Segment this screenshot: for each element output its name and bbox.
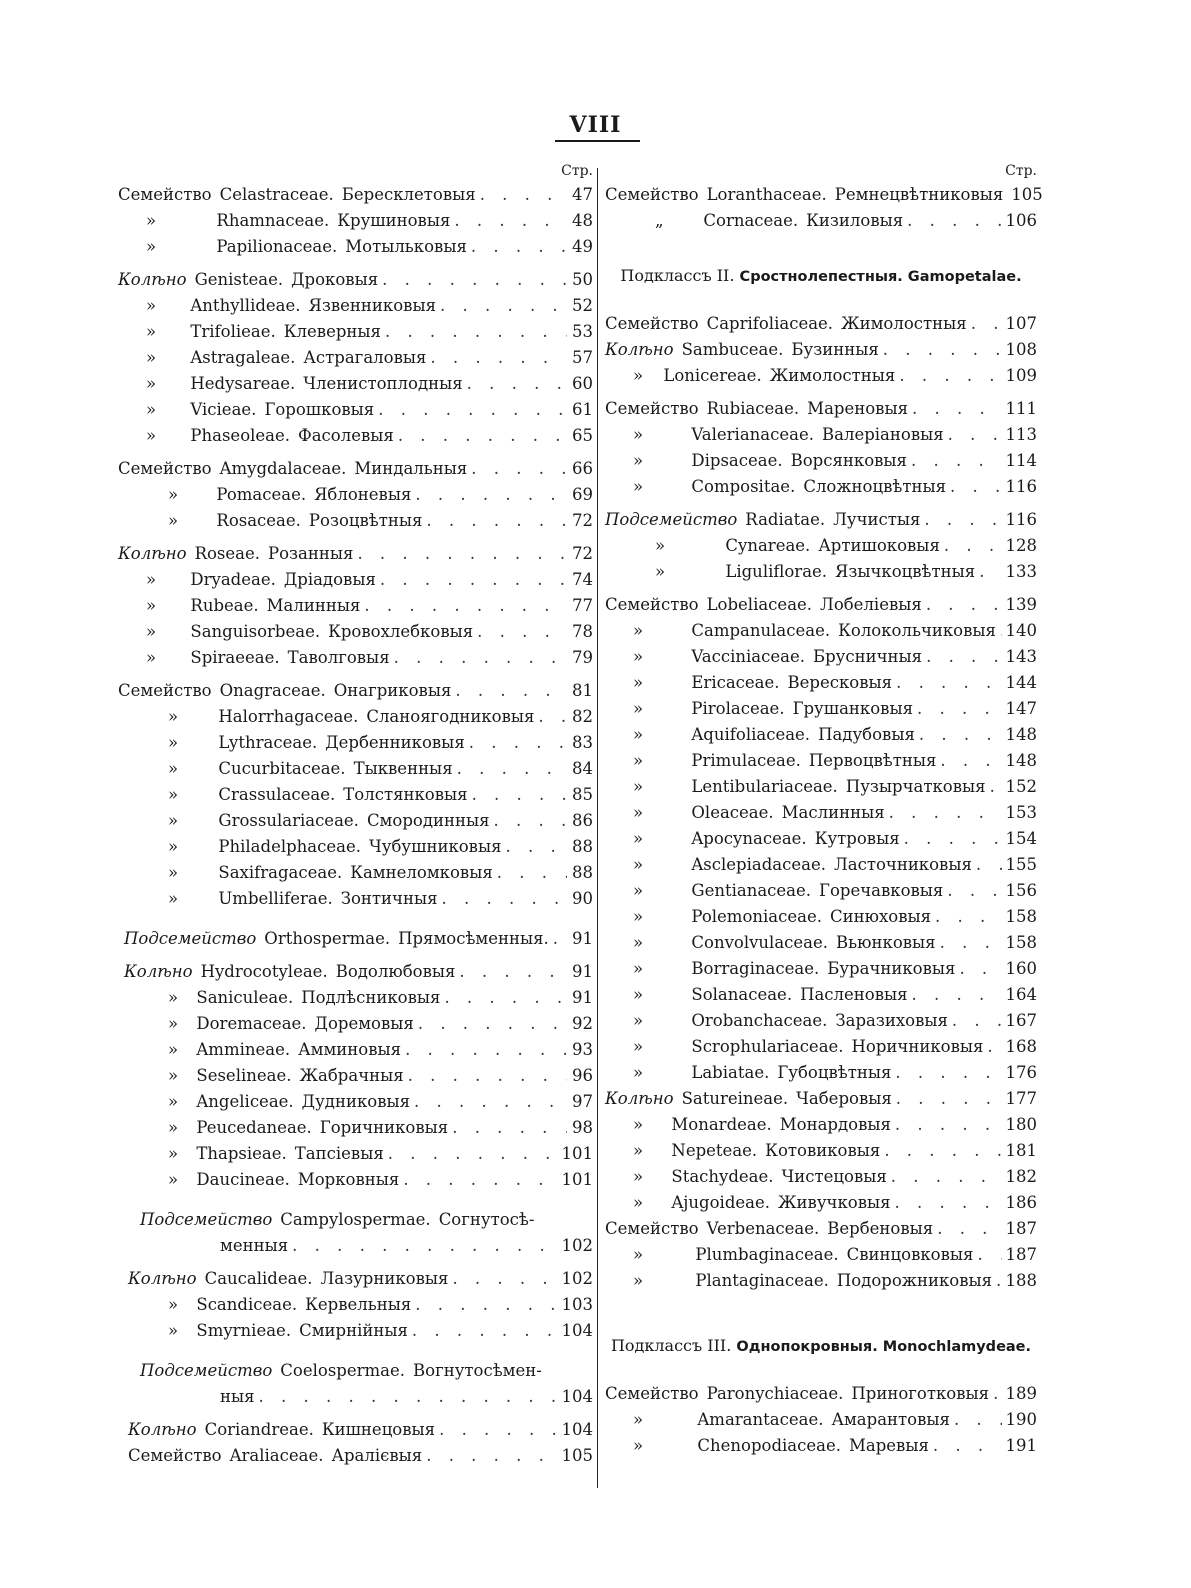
toc-row: » Doremaceae. Доремовыя . . . 92 [118, 1011, 593, 1037]
toc-row: » Borraginaceae. Бурачниковыя . . . 160 [605, 956, 1037, 982]
leader-dots [891, 1164, 1002, 1190]
toc-row: » Angeliceae. Дудниковыя . . . 97 [118, 1089, 593, 1115]
toc-row: » Lentibulariaceae. Пузырчатковыя . . . 152 [605, 774, 1037, 800]
toc-row: » Papilionaceae. Мотыльковыя . . . 49 [118, 234, 593, 260]
leader-dots [895, 1060, 1001, 1086]
leader-dots [412, 1318, 558, 1344]
toc-row: » Polemoniaceae. Синюховыя . . . 158 [605, 904, 1037, 930]
leader-dots [415, 482, 567, 508]
toc-row: » Campanulaceae. Колокольчиковыя . . . 140 [605, 618, 1037, 644]
subclass-heading: Подклассъ II. Сростнолепестныя. Gamopetalae. [620, 266, 1022, 285]
leader-dots [959, 956, 1001, 982]
leader-dots [987, 1034, 1001, 1060]
leader-dots [385, 319, 567, 345]
leader-dots [933, 1433, 1002, 1459]
toc-row-wrapped-start: Подсемейство Campylospermae. Согнутосѣ- [140, 1210, 535, 1229]
leader-dots [364, 593, 567, 619]
toc-row: » Sanguisorbeae. Кровохлебковыя . . . 78 [118, 619, 593, 645]
subclass-heading: Подклассъ III. Однопокровныя. Monochlamydeae. [610, 1336, 1032, 1355]
toc-row: » Smyrnieae. Смирнійныя . . . 104 [118, 1318, 593, 1344]
toc-row-wrapped-end: ныя . . . 104 [118, 1384, 593, 1410]
toc-row: » Gentianaceae. Горечавковыя . . . 156 [605, 878, 1037, 904]
leader-dots [388, 1141, 558, 1167]
toc-row: » Scandiceae. Кервельныя . . . 103 [118, 1292, 593, 1318]
toc-row: » Rosaceae. Розоцвѣтныя . . . 72 [118, 508, 593, 534]
toc-row: » Pomaceae. Яблоневыя . . . 69 [118, 482, 593, 508]
toc-row: » Aquifoliaceae. Падубовыя . . . 148 [605, 722, 1037, 748]
leader-dots [899, 363, 1001, 389]
leader-dots [926, 644, 1001, 670]
toc-row: Семейство Verbenaceae. Вербеновыя . . . 187 [605, 1216, 1037, 1242]
str-label-right: Стр. [1005, 163, 1037, 179]
leader-dots [940, 748, 1001, 774]
toc-row: Семейство Rubiaceae. Мареновыя . . . 111 [605, 396, 1037, 422]
leader-dots [990, 774, 1002, 800]
toc-row: » Daucineae. Морковныя . . . 101 [118, 1167, 593, 1193]
toc-row: » Vacciniaceae. Брусничныя . . . 143 [605, 644, 1037, 670]
toc-row: Подсемейство Radiatae. Лучистыя . . . 116 [605, 507, 1037, 533]
leader-dots [380, 567, 567, 593]
toc-row: » Grossulariaceae. Смородинныя . . . 86 [118, 808, 593, 834]
leader-dots [430, 345, 567, 371]
leader-dots [259, 1384, 558, 1410]
leader-dots [976, 852, 1002, 878]
toc-row: „ Cornaceae. Кизиловыя . . . 106 [605, 208, 1037, 234]
toc-row: » Peucedaneae. Горичниковыя . . . 98 [118, 1115, 593, 1141]
leader-dots [292, 1233, 557, 1259]
leader-dots [926, 592, 1002, 618]
toc-row: » Chenopodiaceae. Маревыя . . . 191 [605, 1433, 1037, 1459]
toc-row: » Orobanchaceae. Заразиховыя . . . 167 [605, 1008, 1037, 1034]
toc-row: » Dipsaceae. Ворсянковыя . . . 114 [605, 448, 1037, 474]
toc-row: » Amarantaceae. Амарантовыя . . . 190 [605, 1407, 1037, 1433]
leader-dots [954, 1407, 1002, 1433]
toc-row: » Solanaceae. Пасленовыя . . . 164 [605, 982, 1037, 1008]
leader-dots [1000, 618, 1002, 644]
right-column [605, 160, 1043, 1459]
leader-dots [457, 756, 567, 782]
leader-dots [950, 474, 1002, 500]
toc-row: » Apocynaceae. Кутровыя . . . 154 [605, 826, 1037, 852]
toc-row: Семейство Caprifoliaceae. Жимолостныя . . . 107 [605, 311, 1037, 337]
toc-row: » Ericaceae. Вересковыя . . . 144 [605, 670, 1037, 696]
leader-dots [993, 1381, 1001, 1407]
str-label-left: Стр. [561, 163, 593, 179]
toc-row: » Saniculeae. Подлѣсниковыя . . . 91 [118, 985, 593, 1011]
leader-dots [394, 645, 567, 671]
leader-dots [408, 1063, 567, 1089]
toc-row: » Convolvulaceae. Вьюнковыя . . . 158 [605, 930, 1037, 956]
leader-dots [940, 930, 1002, 956]
leader-dots [935, 904, 1001, 930]
leader-dots [506, 834, 567, 860]
leader-dots [382, 267, 567, 293]
leader-dots [494, 808, 567, 834]
toc-row: » Cucurbitaceae. Тыквенныя . . . 84 [118, 756, 593, 782]
leader-dots [895, 1190, 1002, 1216]
leader-dots [467, 371, 567, 397]
leader-dots [405, 1037, 567, 1063]
leader-dots [459, 959, 567, 985]
toc-row: » Crassulaceae. Толстянковыя . . . 85 [118, 782, 593, 808]
toc-row: » Liguliflorae. Язычкоцвѣтныя . . . 133 [605, 559, 1037, 585]
toc-row: » Scrophulariaceae. Норичниковыя . . . 168 [605, 1034, 1037, 1060]
leader-dots [944, 533, 1002, 559]
leader-dots [442, 886, 567, 912]
leader-dots [452, 1115, 567, 1141]
toc-row: » Umbelliferae. Зонтичныя . . . 90 [118, 886, 593, 912]
leader-dots [883, 337, 1002, 363]
toc-row: » Halorrhagaceae. Сланоягодниковыя . . . 82 [118, 704, 593, 730]
leader-dots [947, 878, 1001, 904]
toc-row: » Lythraceae. Дербенниковыя . . . 83 [118, 730, 593, 756]
page-number: VIII [569, 112, 622, 138]
leader-dots [538, 704, 567, 730]
leader-dots [937, 1216, 1001, 1242]
leader-dots [979, 559, 1001, 585]
toc-row: Семейство Amygdalaceae. Миндальныя . . . 66 [118, 456, 593, 482]
leader-dots [444, 985, 567, 1011]
toc-row: » Oleaceae. Маслинныя . . . 153 [605, 800, 1037, 826]
leader-dots [912, 396, 1002, 422]
toc-row: » Anthyllideae. Язвенниковыя . . . 52 [118, 293, 593, 319]
toc-row: » Compositae. Сложноцвѣтныя . . . 116 [605, 474, 1037, 500]
leader-dots [895, 1112, 1002, 1138]
leader-dots [452, 1266, 557, 1292]
leader-dots [477, 619, 567, 645]
leader-dots [884, 1138, 1001, 1164]
leader-dots [977, 1242, 1001, 1268]
toc-row: » Stachydeae. Чистецовыя . . . 182 [605, 1164, 1037, 1190]
leader-dots [415, 1292, 557, 1318]
toc-row: » Lonicereae. Жимолостныя . . . 109 [605, 363, 1037, 389]
left-column [118, 160, 593, 1469]
toc-row: Семейство Lobeliaceae. Лобеліевыя . . . 139 [605, 592, 1037, 618]
leader-dots [454, 208, 567, 234]
leader-dots [414, 1089, 567, 1115]
toc-row: Подсемейство Orthospermae. Прямосѣменныя. . . . 91 [118, 926, 593, 952]
leader-dots [455, 678, 567, 704]
leader-dots [471, 234, 567, 260]
leader-dots [426, 1443, 557, 1469]
leader-dots [378, 397, 567, 423]
toc-row: Семейство Araliaceae. Аралієвыя . . . 105 [118, 1443, 593, 1469]
toc-row: » Asclepiadaceae. Ласточниковыя . . . 155 [605, 852, 1037, 878]
leader-dots [907, 208, 1001, 234]
leader-dots [919, 722, 1002, 748]
toc-row-wrapped-end: менныя . . . 102 [118, 1233, 593, 1259]
toc-row: » Ajugoideae. Живучковыя . . . 186 [605, 1190, 1037, 1216]
toc-row: » Saxifragaceae. Камнеломковыя . . . 88 [118, 860, 593, 886]
toc-row: » Ammineae. Амминовыя . . . 93 [118, 1037, 593, 1063]
toc-row: » Valerianaceae. Валеріановыя . . . 113 [605, 422, 1037, 448]
leader-dots [924, 507, 1001, 533]
toc-row: » Labiatae. Губоцвѣтныя . . . 176 [605, 1060, 1037, 1086]
toc-row: » Pirolaceae. Грушанковыя . . . 147 [605, 696, 1037, 722]
toc-row: Колѣно Satureineae. Чаберовыя . . . 177 [605, 1086, 1037, 1112]
leader-dots [426, 508, 567, 534]
toc-row: » Cynareae. Артишоковыя . . . 128 [605, 533, 1037, 559]
toc-row: » Philadelphaceae. Чубушниковыя . . . 88 [118, 834, 593, 860]
leader-dots [553, 926, 567, 952]
leader-dots [896, 1086, 1002, 1112]
leader-dots [480, 182, 567, 208]
toc-row: » Nepeteae. Котовиковыя . . . 181 [605, 1138, 1037, 1164]
leader-dots [889, 800, 1002, 826]
leader-dots [896, 670, 1001, 696]
toc-row: Семейство Celastraceae. Бересклетовыя . . . 47 [118, 182, 593, 208]
leader-dots [418, 1011, 567, 1037]
leader-dots [403, 1167, 557, 1193]
toc-row-wrapped-start: Подсемейство Coelospermae. Вогнутосѣмен- [140, 1361, 542, 1380]
toc-row: » Spiraeeae. Таволговыя . . . 79 [118, 645, 593, 671]
toc-row: » Thapsieae. Тапсіевыя . . . 101 [118, 1141, 593, 1167]
leader-dots [996, 1268, 1001, 1294]
toc-row: » Phaseoleae. Фасолевыя . . . 65 [118, 423, 593, 449]
toc-row: » Seselineae. Жабрачныя . . . 96 [118, 1063, 593, 1089]
leader-dots [398, 423, 567, 449]
toc-row: Колѣно Caucalideae. Лазурниковыя . . . 102 [118, 1266, 593, 1292]
toc-row: Колѣно Sambuceae. Бузинныя . . . 108 [605, 337, 1037, 363]
leader-dots [440, 293, 567, 319]
toc-row: » Plantaginaceae. Подорожниковыя . . . 188 [605, 1268, 1037, 1294]
toc-row: » Trifolieae. Клеверныя . . . 53 [118, 319, 593, 345]
toc-row: » Monardeae. Монардовыя . . . 180 [605, 1112, 1037, 1138]
toc-row: » Rubeae. Малинныя . . . 77 [118, 593, 593, 619]
toc-row: » Rhamnaceae. Крушиновыя . . . 48 [118, 208, 593, 234]
toc-row: » Primulaceae. Первоцвѣтныя . . . 148 [605, 748, 1037, 774]
leader-dots [917, 696, 1001, 722]
toc-row: » Vicieae. Горошковыя . . . 61 [118, 397, 593, 423]
toc-row: » Astragaleae. Астрагаловыя . . . 57 [118, 345, 593, 371]
toc-row: Колѣно Hydrocotyleae. Водолюбовыя . . . 91 [118, 959, 593, 985]
leader-dots [904, 826, 1002, 852]
toc-row: Семейство Onagraceae. Онагриковыя . . . 81 [118, 678, 593, 704]
toc-row: » Dryadeae. Дріадовыя . . . 74 [118, 567, 593, 593]
toc-row: Семейство Loranthaceae. Ремнецвѣтниковыя 105 [605, 185, 1043, 204]
leader-dots [948, 422, 1002, 448]
toc-row: » Hedysareae. Членистоплодныя . . . 60 [118, 371, 593, 397]
leader-dots [952, 1008, 1002, 1034]
leader-dots [497, 860, 567, 886]
leader-dots [357, 541, 567, 567]
column-divider [597, 168, 598, 1488]
leader-dots [439, 1417, 557, 1443]
leader-dots [471, 456, 567, 482]
toc-row: Колѣно Roseae. Розанныя . . . 72 [118, 541, 593, 567]
leader-dots [472, 782, 567, 808]
toc-row: Семейство Paronychiaceae. Приноготковыя . . . 189 [605, 1381, 1037, 1407]
toc-row: Колѣно Genisteae. Дроковыя . . . 50 [118, 267, 593, 293]
leader-dots [971, 311, 1002, 337]
leader-dots [469, 730, 567, 756]
page-number-rule [555, 140, 640, 142]
leader-dots [911, 448, 1002, 474]
toc-row: » Plumbaginaceae. Свинцовковыя . . . 187 [605, 1242, 1037, 1268]
leader-dots [912, 982, 1002, 1008]
toc-row: Колѣно Coriandreae. Кишнецовыя . . . 104 [118, 1417, 593, 1443]
